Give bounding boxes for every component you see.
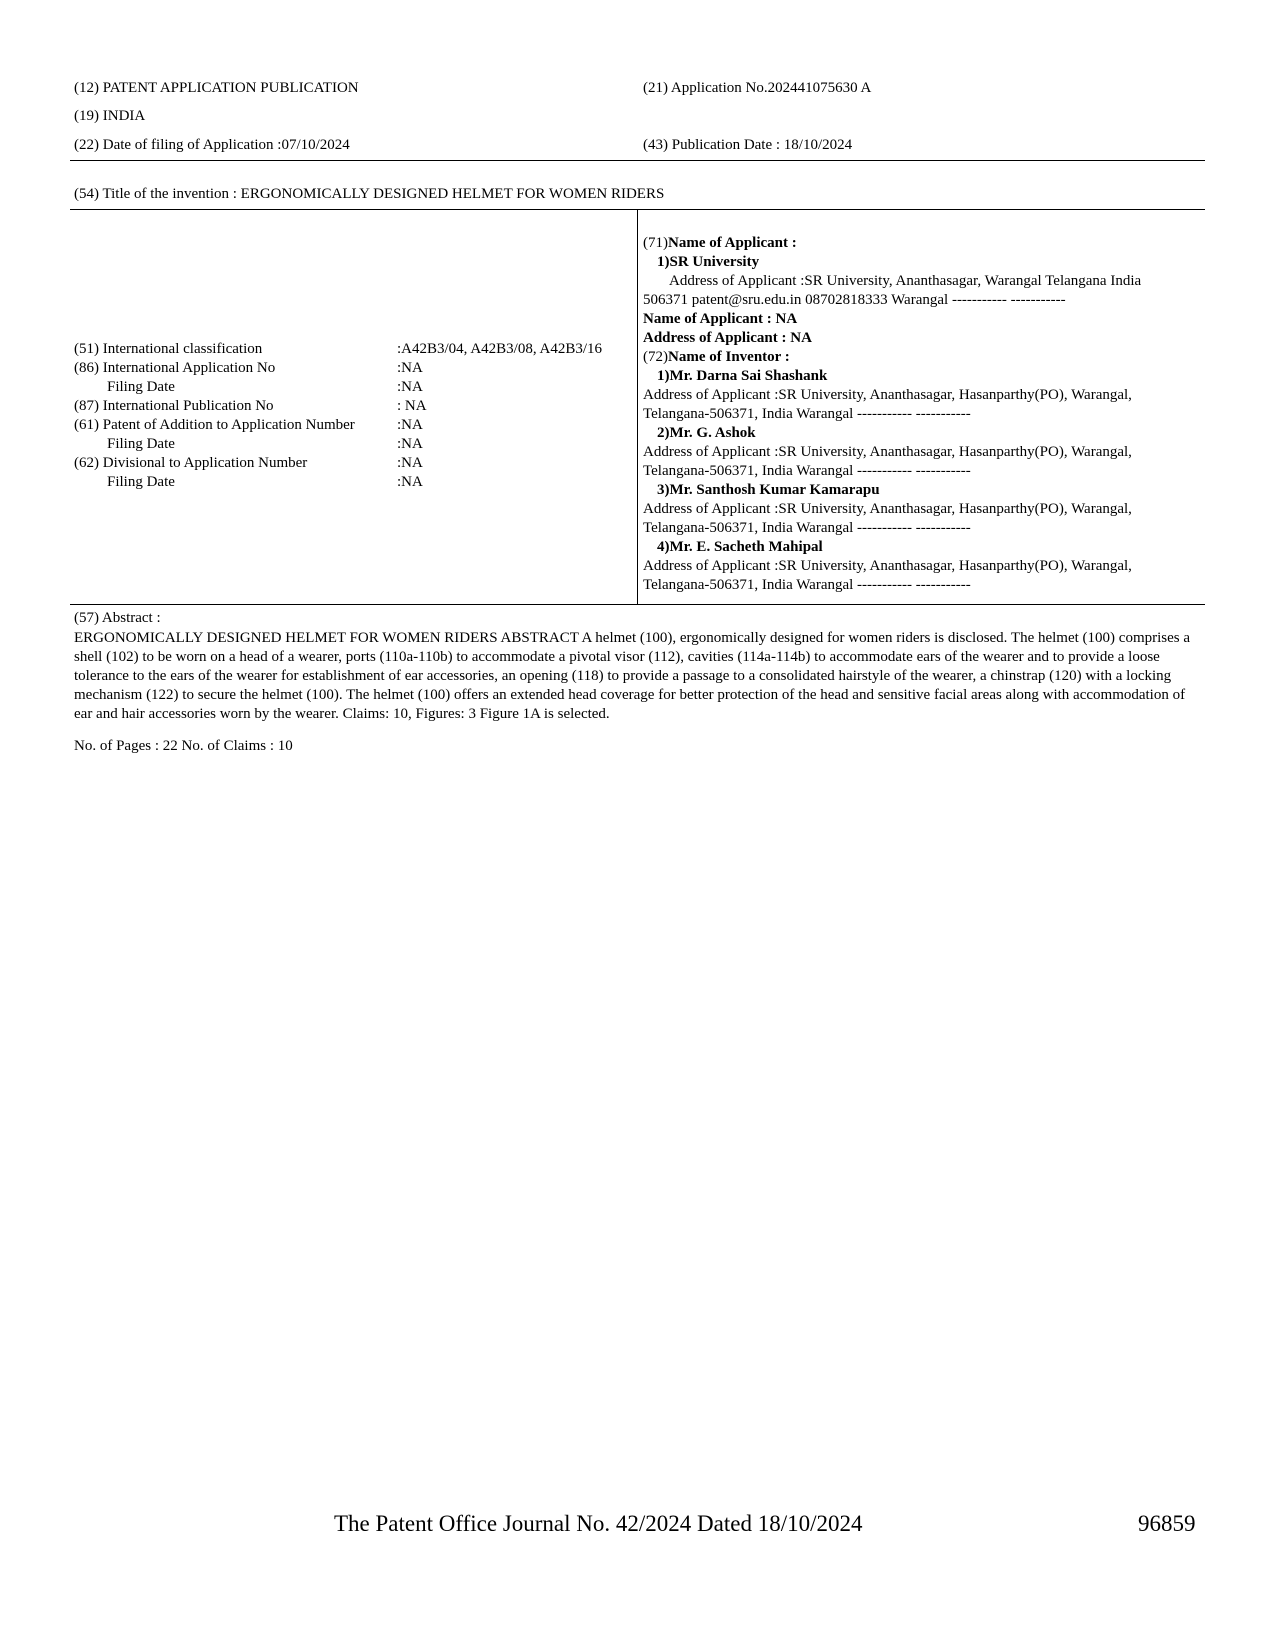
applicant-heading-row <box>643 234 1203 253</box>
inventor-name: 1)Mr. Darna Sai Shashank <box>657 368 828 384</box>
applicant-inventor-block <box>643 234 1203 595</box>
inventor-address-line1: Address of Applicant :SR University, Ananthasagar, Hasanparthy(PO), Warangal, <box>643 387 1132 403</box>
classification-value: :A42B3/04, A42B3/08, A42B3/16 <box>397 341 603 357</box>
column-divider <box>637 209 638 605</box>
classification-row <box>74 378 634 397</box>
classification-block <box>74 340 634 500</box>
abstract-text: ERGONOMICALLY DESIGNED HELMET FOR WOMEN RIDERS ABSTRACT A helmet (100), ergonomically designed for women riders is disclosed. The helmet (100) comprises a shell (102) to be worn on a head of a wearer, ports (110a-110b) to accommodate a pivotal visor (112), cavities (114a-114b) to accommodate ears of the wearer and to provide a loose tolerance to the ears of the wearer for establishment of ear accessories, an opening (118) to provide a passage to a consolidated hairstyle of the wearer, a chinstrap (120) with a locking mechanism (122) to secure the helmet (100). The helmet (100) offers an extended head coverage for better protection of the head and sensitive facial areas along with accommodation of ear and hair accessories worn by the wearer. Claims: 10, Figures: 3 Figure 1A is selected. <box>74 630 1191 722</box>
applicant-prefix: (71) <box>643 235 668 251</box>
inventor-address-line2: Telangana-506371, India Warangal ----------- ----------- <box>643 406 971 422</box>
inventor-address-line1: Address of Applicant :SR University, Ananthasagar, Hasanparthy(PO), Warangal, <box>643 501 1132 517</box>
abstract-label: (57) Abstract : <box>74 610 161 626</box>
header-divider <box>70 160 1205 161</box>
applicant-name-2: Name of Applicant : NA <box>643 311 798 327</box>
classification-value: :NA <box>397 455 423 471</box>
inventor-address-line2: Telangana-506371, India Warangal ----------- ----------- <box>643 520 971 536</box>
classification-label: Filing Date <box>107 379 175 395</box>
classification-label: Filing Date <box>107 474 175 490</box>
classification-label: Filing Date <box>107 436 175 452</box>
application-number: (21) Application No.202441075630 A <box>643 80 872 96</box>
pages-claims: No. of Pages : 22 No. of Claims : 10 <box>74 738 293 754</box>
filing-date: (22) Date of filing of Application :07/10/2024 <box>74 137 350 153</box>
applicant-heading: Name of Applicant : <box>668 235 797 251</box>
page-number: 96859 <box>1138 1511 1196 1536</box>
classification-row <box>74 473 634 492</box>
classification-value: :NA <box>397 379 423 395</box>
inventor-address-line2: Telangana-506371, India Warangal ----------- ----------- <box>643 463 971 479</box>
classification-row <box>74 416 634 435</box>
classification-value: : NA <box>397 398 427 414</box>
inventor-address-line1: Address of Applicant :SR University, Ananthasagar, Hasanparthy(PO), Warangal, <box>643 444 1132 460</box>
classification-label: (86) International Application No <box>74 360 276 376</box>
classification-row <box>74 397 634 416</box>
publication-date: (43) Publication Date : 18/10/2024 <box>643 137 853 153</box>
classification-row <box>74 435 634 454</box>
applicant-address-2: Address of Applicant : NA <box>643 330 812 346</box>
applicant-name: 1)SR University <box>657 254 760 270</box>
inventor-heading: Name of Inventor : <box>668 349 790 365</box>
classification-label: (51) International classification <box>74 341 263 357</box>
journal-footer: The Patent Office Journal No. 42/2024 Dated 18/10/2024 <box>334 1511 863 1536</box>
classification-value: :NA <box>397 417 423 433</box>
inventor-name: 3)Mr. Santhosh Kumar Kamarapu <box>657 482 880 498</box>
applicant-address-line1: Address of Applicant :SR University, Ananthasagar, Warangal Telangana India <box>669 273 1142 289</box>
invention-title: (54) Title of the invention : ERGONOMICALLY DESIGNED HELMET FOR WOMEN RIDERS <box>74 186 665 202</box>
publication-type: (12) PATENT APPLICATION PUBLICATION <box>74 80 359 96</box>
classification-row <box>74 340 634 359</box>
inventor-name: 2)Mr. G. Ashok <box>657 425 756 441</box>
classification-value: :NA <box>397 474 423 490</box>
classification-value: :NA <box>397 436 423 452</box>
classification-value: :NA <box>397 360 423 376</box>
inventor-name: 4)Mr. E. Sacheth Mahipal <box>657 539 823 555</box>
classification-row <box>74 359 634 378</box>
inventor-address-line2: Telangana-506371, India Warangal ----------- ----------- <box>643 577 971 593</box>
classification-row <box>74 454 634 473</box>
table-bottom-divider <box>70 604 1205 605</box>
classification-label: (61) Patent of Addition to Application Number <box>74 417 355 433</box>
classification-label: (87) International Publication No <box>74 398 274 414</box>
country: (19) INDIA <box>74 108 146 124</box>
inventor-heading-row <box>643 348 1203 367</box>
classification-label: (62) Divisional to Application Number <box>74 455 308 471</box>
applicant-address-line2: 506371 patent@sru.edu.in 08702818333 Warangal ----------- ----------- <box>643 292 1066 308</box>
inventor-prefix: (72) <box>643 349 668 365</box>
inventor-address-line1: Address of Applicant :SR University, Ananthasagar, Hasanparthy(PO), Warangal, <box>643 558 1132 574</box>
